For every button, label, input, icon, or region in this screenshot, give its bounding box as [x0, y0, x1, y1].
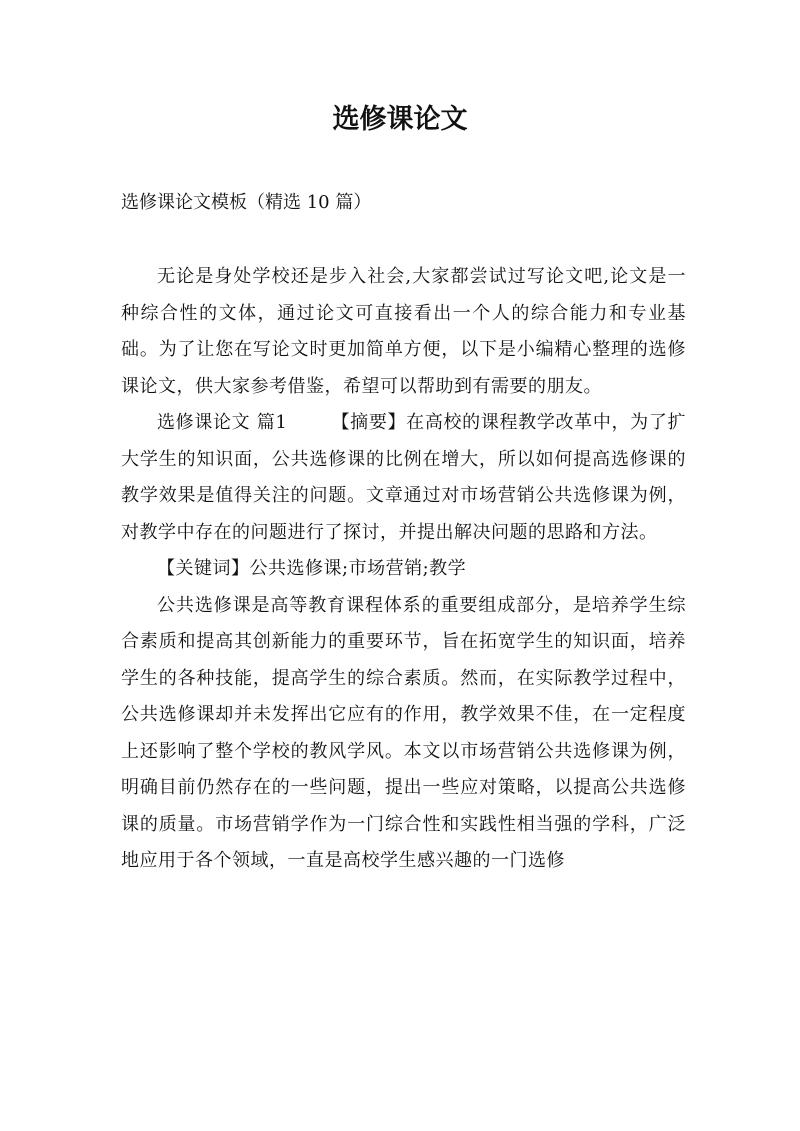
intro-paragraph: 无论是身处学校还是步入社会,大家都尝试过写论文吧,论文是一种综合性的文体，通过论文可直接看出一个人的综合能力和专业基础。为了让您在写论文时更加简单方便，以下是小编精心整理的选修课论文，供大家参考借鉴，希望可以帮助到有需要的朋友。: [121, 266, 686, 397]
article-label: 选修课论文 篇1: [157, 412, 288, 433]
document-title: 选修课论文: [332, 104, 468, 135]
document-subtitle: 选修课论文模板（精选 10 篇）: [121, 192, 372, 213]
body-paragraph: 公共选修课是高等教育课程体系的重要组成部分，是培养学生综合素质和提高其创新能力的重要环节，旨在拓宽学生的知识面，培养学生的各种技能，提高学生的综合素质。然而，在实际教学过程中，公共选修课却并未发挥出它应有的作用，教学效果不佳，在一定程度上还影响了整个学校的教风学风。本文以市场营销公共选修课为例，明确目前仍然存在的一些问题，提出一些应对策略，以提高公共选修课的质量。市场营销学作为一门综合性和实践性相当强的学科，广泛地应用于各个领域，一直是高校学生感兴趣的一门选修: [121, 594, 686, 871]
keywords-paragraph: 【关键词】公共选修课;市场营销;教学: [157, 558, 467, 579]
article-abstract-paragraph: [121, 405, 686, 551]
article-abstract: 【摘要】在高校的课程教学改革中，为了扩大学生的知识面，公共选修课的比例在增大，所以如何提高选修课的教学效果是值得关注的问题。文章通过对市场营销公共选修课为例，对教学中存在的问题进行了探讨，并提出解决问题的思路和方法。: [121, 412, 686, 543]
document-body: [121, 259, 686, 880]
